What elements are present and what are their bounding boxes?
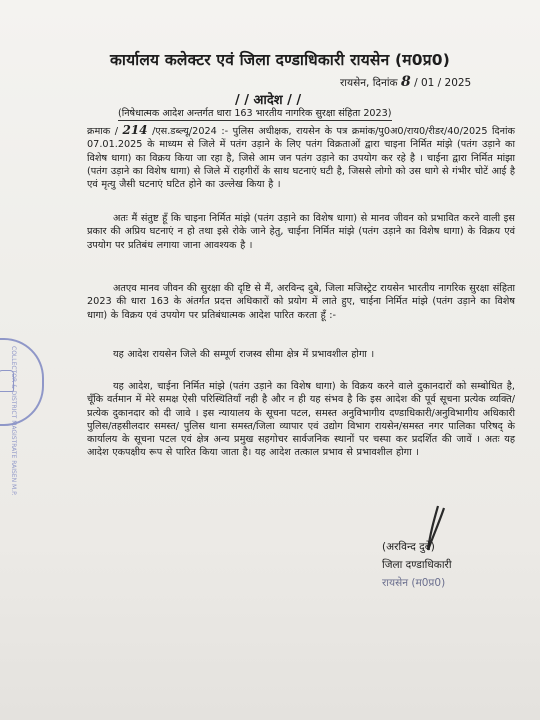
addressed-paragraph: यह आदेश, चाईना निर्मित मांझे (पतंग उड़ाने का विशेष धागा) के विक्रय करने वाले दुकानदारों को सम्बोधित है, चूँकि वर्तमान में मेरे समक्ष ऐसी परिस्थितियाँ नही है और न ही यह संभव है कि इस आदेश की पूर्व सूचना प्रत्येक व्यक्ति/प्रत्येक दुकानदार को दी जावे । इस न्यायालय के सूचना पटल, समस्त अनुविभागीय दण्डाधिकारी/अनुविभागीय अधिकारी पुलिस/तहसीलदार समस्त/ पुलिस थाना समस्त/जिला व्यापार एवं उद्योग विभाग रायसेन/समस्त नगर पालिका परिषद् के कार्यालय के सूचना पटल एवं क्षेत्र अन्य प्रमुख सहगोचर सार्वजनिक स्थानों पर चस्पा कर प्रदर्शित की जावें । अतः यह आदेश एकपक्षीय रूप से पारित किया जाता है। यह आदेश तत्काल प्रभाव से प्रभावशील होगा । bbox=[87, 381, 515, 459]
satisfaction-paragraph: अतः मैं संतुष्ट हूँ कि चाइना निर्मित मांझे (पतंग उड़ाने का विशेष धागा) से मानव जीवन को प्रभावित करने वाली इस प्रकार की अप्रिय घटनाएं न हो तथा इसे रोके जाने हेतु, चाईना निर्मित मांझे (पतंग उड़ाने का विशेष धागा) के विक्रय एवं उपयोग पर प्रतिबंध लगाया जाना आवश्यक है । bbox=[87, 213, 515, 251]
official-seal bbox=[0, 338, 44, 496]
reference-prefix: क्रमाक / bbox=[87, 126, 118, 137]
signatory-name: (अरविन्द दुबे) bbox=[382, 541, 435, 553]
reference-paragraph bbox=[87, 124, 515, 191]
place-label: रायसेन, दिनांक bbox=[340, 77, 398, 89]
date-day-handwritten: 8 bbox=[400, 74, 411, 90]
reference-number-handwritten: 214 bbox=[122, 123, 148, 137]
signature-block bbox=[382, 540, 532, 590]
signatory-location: रायसेन (म0प्र0) bbox=[382, 577, 446, 589]
signatory-designation: जिला दण्डाधिकारी bbox=[382, 559, 452, 571]
seal-text: COLLECTOR & DISTRICT MAGISTRATE RAISEN M.P. bbox=[10, 346, 17, 496]
jurisdiction-paragraph: यह आदेश रायसेन जिले की सम्पूर्ण राजस्व सीमा क्षेत्र में प्रभावशील होगा । bbox=[113, 349, 375, 360]
reference-text: /एस.डब्ल्यू/2024 :- पुलिस अधीक्षक, रायसेन के पत्र क्रमांक/पु0अ0/राय0/रीडर/40/2025 दिनांक 07.01.2025 के माध्यम से जिले में पतंग उड़ाने के लिए पतंग विक्रताओं द्वारा चाइना निर्मित मांझे (पतंग उड़ाने का विशेष धागा) का विक्रय किया जा रहा है, जिसे आम जन पतंग उड़ाने का उपयोग कर रहे है । चाईना द्वारा निर्मित मांझा (पतंग उड़ाने का विशेष धागा) से जिले में राहगीरों के साथ घटनाएं घटी है, जिससे लोगो को उस धागे से गंभीर चोटें आई है एवं मृत्यु जैसी घटनाएं घटित होने का उल्लेख किया है । bbox=[87, 126, 515, 191]
order-title: / / आदेश / / bbox=[235, 93, 302, 108]
place-date bbox=[340, 74, 471, 90]
emblem-icon bbox=[0, 370, 14, 392]
date-rest: / 01 / 2025 bbox=[414, 77, 472, 89]
order-paragraph: अतएव मानव जीवन की सुरक्षा की दृष्टि से मैं, अरविन्द दुबे, जिला मजिस्ट्रेट रायसेन भारतीय नागरिक सुरक्षा संहिता 2023 की धारा 163 के अंतर्गत प्रदत्त अधिकारों को प्रयोग में लाते हुए, चाईना निर्मित मांझे (पतंग उड़ाने का विशेष धागा) के विक्रय एवं उपयोग पर प्रतिबंधात्मक आदेश पारित करता हूँ :- bbox=[87, 283, 515, 321]
office-title: कार्यालय कलेक्टर एवं जिला दण्डाधिकारी रायसेन (म0प्र0) bbox=[110, 51, 451, 69]
order-subtitle: (निषेधात्मक आदेश अन्तर्गत धारा 163 भारतीय नागरिक सुरक्षा संहिता 2023) bbox=[118, 108, 392, 119]
